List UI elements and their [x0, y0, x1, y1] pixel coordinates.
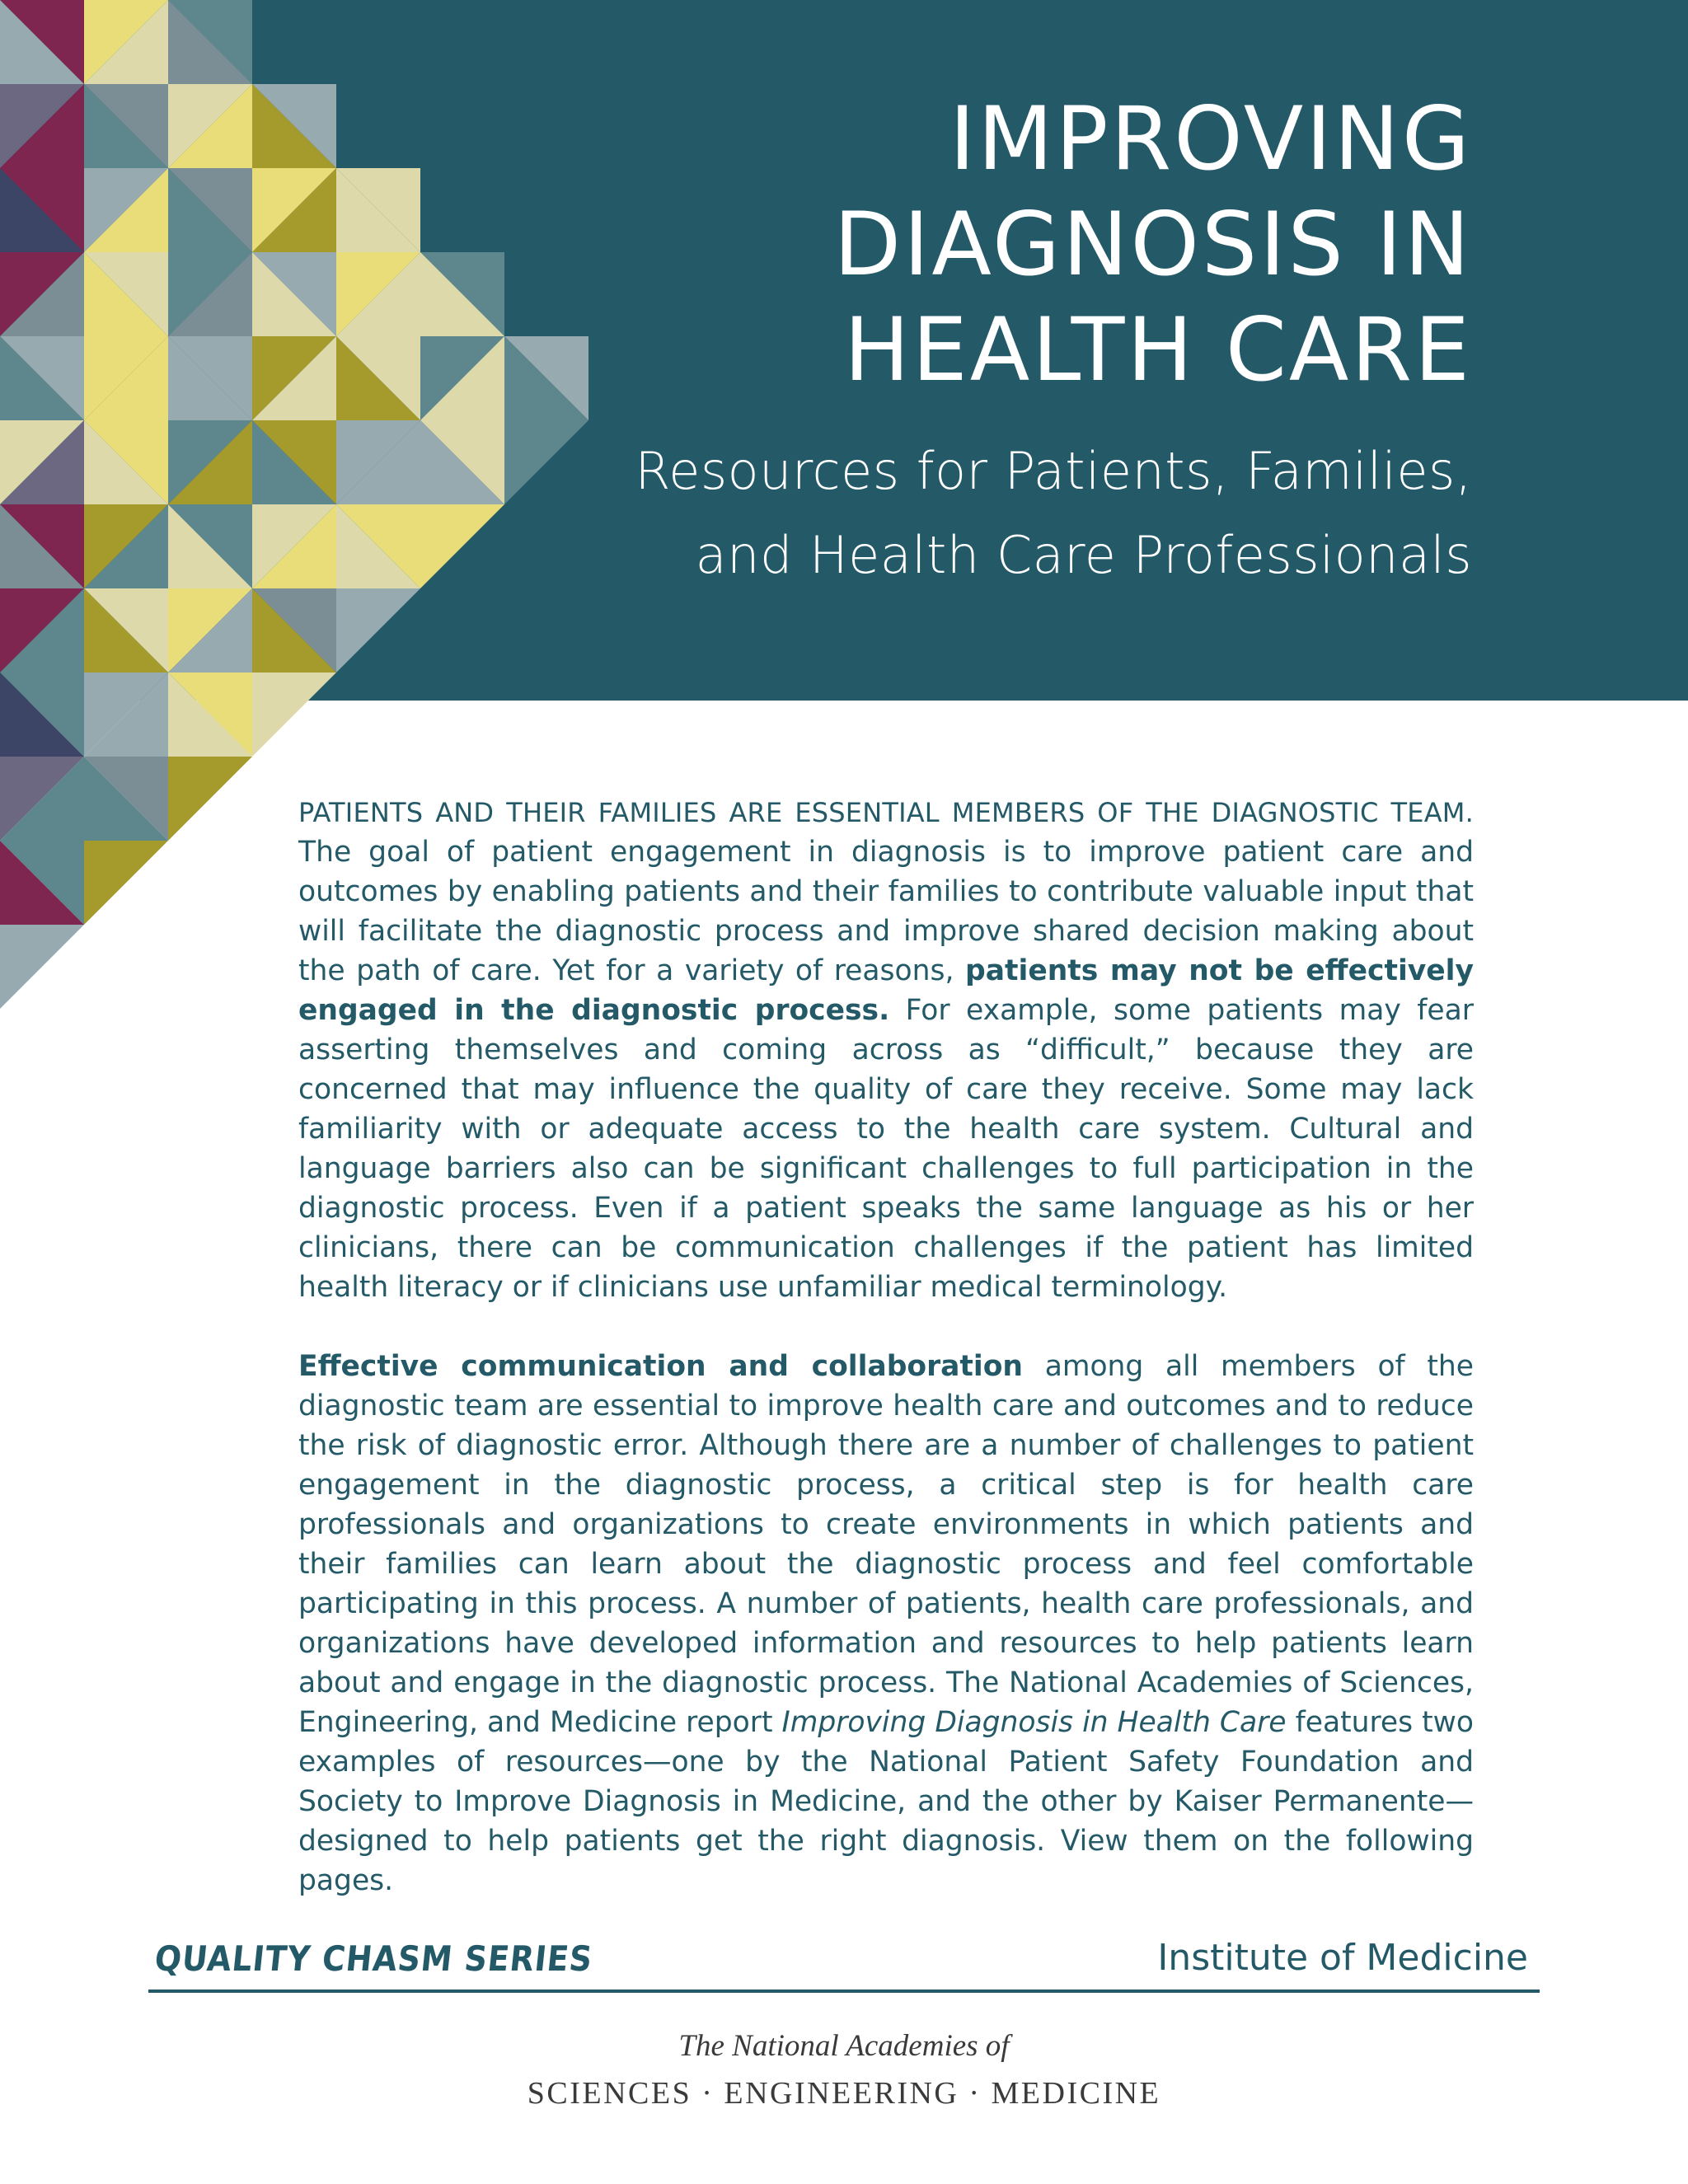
paragraph-2-text-a: among all members of the diagnostic team are essential to improve health care and outcomes and to reduce the risk of diagnostic error. Although there are a number of challenges to patient engagement in the diagnostic process, a critical step is for health care professionals and organizations to create environments in which patients and their families can learn about the diagnostic process and feel comfortable participating in this process. A number of patients, health care professionals, and organizations have developed information and resources to help patients learn about and engage in the diagnostic process. The National Academies of Sciences, Engineering, and Medicine report	[298, 1350, 1475, 1739]
paragraph-2-text-b: features two examples of resources—one by the National Patient Safety Foundation and Society to Improve Diagnosis in Medicine, and the other by Kaiser Permanente—designed to help patients get the right diagnosis. View them on the following pages.	[298, 1706, 1475, 1897]
subtitle-line-1: Resources for Patients, Families,	[635, 441, 1472, 501]
paragraph-1-text-b: For example, some patients may fear asserting themselves and coming across as “difficult,” because they are concerned that may influence the quality of care they receive. Some may lack familiarity with or adequate access to the health care system. Cultural and language barriers also can be significant challenges to full participation in the diagnostic process. Even if a patient speaks the same language as his or her clinicians, there can be communication challenges if the patient has limited health literacy or if clinicians use unfamiliar medical terminology.	[298, 994, 1474, 1304]
paragraph-2-bold: Effective communication and collaboration	[298, 1350, 1023, 1383]
quilt-triangle	[336, 588, 420, 673]
quilt-triangle	[252, 673, 336, 757]
academies-line-2: SCIENCES · ENGINEERING · MEDICINE	[527, 2076, 1161, 2111]
academies-logo-text	[0, 2023, 1688, 2117]
paragraph-2	[298, 1347, 1474, 1900]
paragraph-1-text-a: The goal of patient engagement in diagnosis is to improve patient care and outcomes by enabling patients and their families to contribute valuable input that will facilitate the diagnostic process and improve shared decision making about the path of care. Yet for a variety of reasons,	[298, 836, 1474, 987]
series-name: QUALITY CHASM SERIES	[152, 1938, 595, 1979]
paragraph-1-bold: patients may not be effectively engaged in the diagnostic process.	[298, 954, 1475, 1027]
academies-line-1: The National Academies of	[678, 2029, 1010, 2063]
title-line-2: DIAGNOSIS IN	[833, 194, 1472, 295]
subtitle	[483, 429, 1472, 598]
quilt-triangle	[0, 925, 84, 1009]
institute-name: Institute of Medicine	[1157, 1937, 1528, 1979]
quilt-triangle	[168, 757, 252, 841]
footer-divider	[148, 1990, 1540, 1993]
quilt-triangle	[84, 841, 168, 925]
paragraph-1	[298, 793, 1474, 1307]
page-title	[483, 87, 1472, 403]
title-line-3: HEALTH CARE	[844, 299, 1472, 401]
body-text	[298, 793, 1474, 1900]
paragraph-2-italic: Improving Diagnosis in Health Care	[781, 1706, 1287, 1739]
title-block	[483, 87, 1472, 598]
paragraph-1-lead: PATIENTS AND THEIR FAMILIES ARE ESSENTIAL MEMBERS OF THE DIAGNOSTIC TEAM.	[298, 797, 1474, 828]
subtitle-line-2: and Health Care Professionals	[695, 525, 1472, 585]
title-line-1: IMPROVING	[949, 88, 1472, 190]
